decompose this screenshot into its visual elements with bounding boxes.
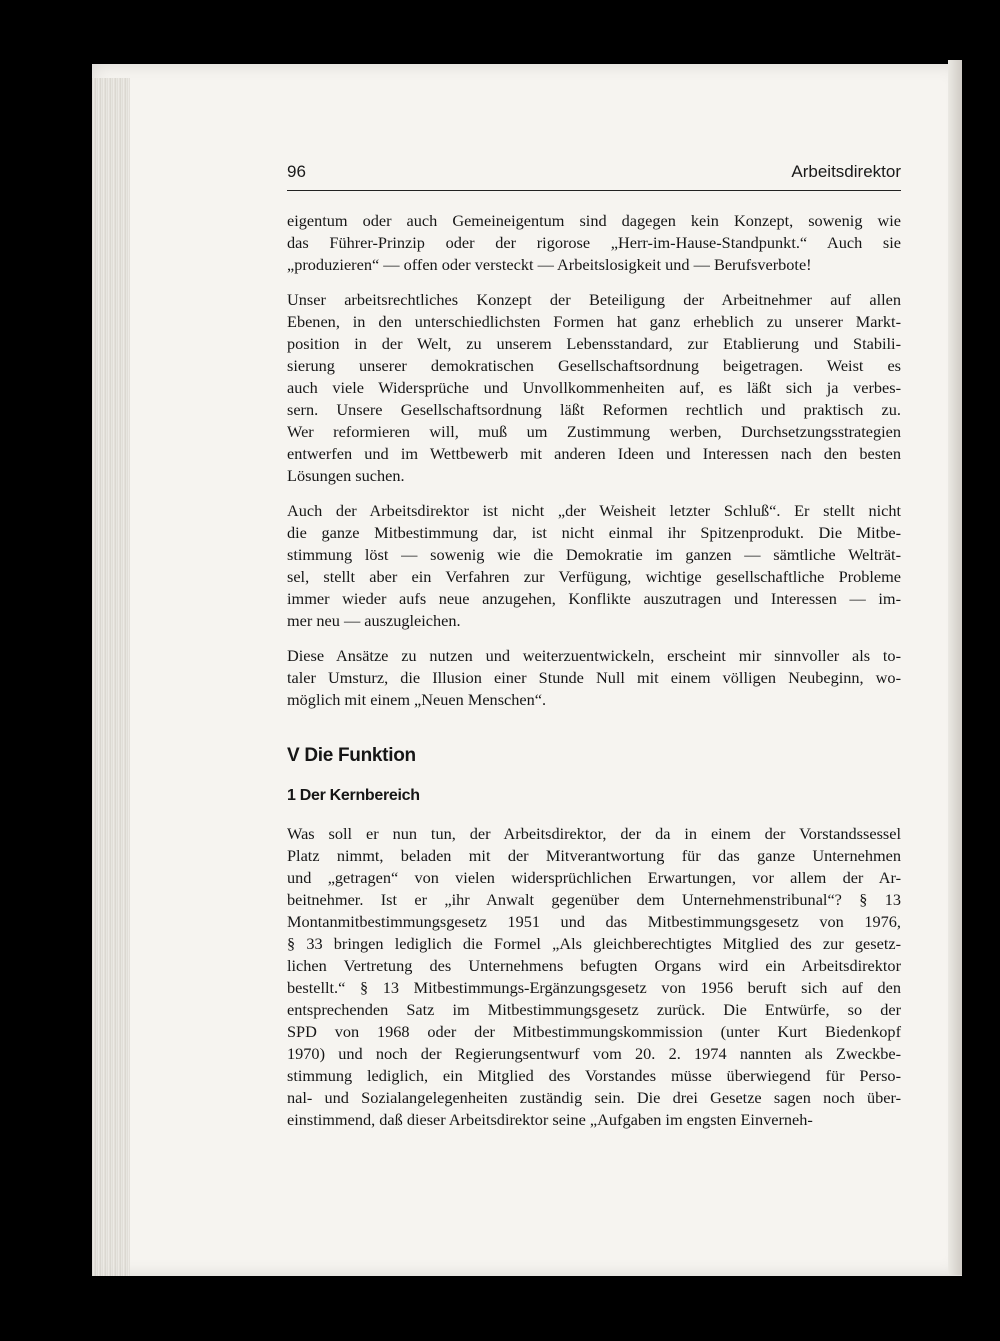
text-line: 1970) und noch der Regierungsentwurf vom 20. 2. 1974 nannten als Zweckbe-	[287, 1044, 901, 1063]
text-line: Montanmitbestimmungsgesetz 1951 und das Mitbestimmungsgesetz von 1976,	[287, 912, 901, 931]
text-line: lichen Vertretung des Unternehmens befugten Organs wird ein Arbeitsdirektor	[287, 956, 901, 975]
text-line: mer neu — auszugleichen.	[287, 611, 461, 630]
text-line: entsprechenden Satz im Mitbestimmungsgesetz zurück. Die Entwürfe, so der	[287, 1000, 901, 1019]
text-line: position in der Welt, zu unserem Lebensstandard, zur Etablierung und Stabili-	[287, 334, 901, 353]
paragraph	[287, 500, 901, 632]
text-line: immer wieder aufs neue anzugehen, Konflikte auszutragen und Interessen — im-	[287, 589, 901, 608]
text-line: sierung unserer demokratischen Gesellschaftsordnung beigetragen. Weist es	[287, 356, 901, 375]
text-line: nal- und Sozialangelegenheiten zuständig sein. Die drei Gesetze sagen noch über-	[287, 1088, 901, 1107]
text-line: Ebenen, in den unterschiedlichsten Formen hat ganz erheblich zu unserer Markt-	[287, 312, 901, 331]
text-line: das Führer-Prinzip oder der rigorose „Herr-im-Hause-Standpunkt.“ Auch sie	[287, 233, 901, 252]
page-stack-edge	[92, 78, 130, 1276]
text-line: § 33 bringen lediglich die Formel „Als gleichberechtigtes Mitglied des zur gesetz-	[287, 934, 901, 953]
text-line: auch viele Widersprüche und Unvollkommenheiten auf, es läßt sich ja verbes-	[287, 378, 901, 397]
paragraph	[287, 210, 901, 276]
text-line: beitnehmer. Ist er „ihr Anwalt gegenüber dem Unternehmenstribunal“? § 13	[287, 890, 901, 909]
final-paragraph	[287, 823, 901, 1131]
text-line: stimmung löst — sowenig wie die Demokratie im ganzen — sämtliche Welträt-	[287, 545, 901, 564]
text-line: „produzieren“ — offen oder versteckt — Arbeitslosigkeit und — Berufsverbote!	[287, 255, 812, 274]
text-line: SPD von 1968 oder der Mitbestimmungskommission (unter Kurt Biedenkopf	[287, 1022, 901, 1041]
text-line: und „getragen“ von vielen widersprüchlichen Erwartungen, vor allem der Ar-	[287, 868, 901, 887]
text-line: Diese Ansätze zu nutzen und weiterzuentwickeln, erscheint mir sinnvoller als to-	[287, 646, 901, 665]
text-line: einstimmend, daß dieser Arbeitsdirektor seine „Aufgaben im engsten Einverneh-	[287, 1110, 813, 1129]
text-line: stimmung lediglich, ein Mitglied des Vorstandes müsse überwiegend für Perso-	[287, 1066, 901, 1085]
text-line: Unser arbeitsrechtliches Konzept der Beteiligung der Arbeitnehmer auf allen	[287, 290, 901, 309]
subsection-heading: 1 Der Kernbereich	[287, 787, 420, 804]
text-line: Lösungen suchen.	[287, 466, 405, 485]
text-line: Auch der Arbeitsdirektor ist nicht „der Weisheit letzter Schluß“. Er stellt nicht	[287, 501, 901, 520]
running-title: Arbeitsdirektor	[791, 162, 901, 181]
running-header	[287, 160, 901, 191]
text-line: Wer reformieren will, muß um Zustimmung werben, Durchsetzungsstrategien	[287, 422, 901, 441]
page-number: 96	[287, 162, 306, 181]
text-line: entwerfen und im Wettbewerb mit anderen Ideen und Interessen nach den besten	[287, 444, 901, 463]
text-line: sern. Unsere Gesellschaftsordnung läßt Reformen rechtlich und praktisch zu.	[287, 400, 901, 419]
section-heading: V Die Funktion	[287, 745, 416, 766]
paragraph	[287, 289, 901, 487]
book-spine-edge	[948, 60, 962, 1275]
body-text	[287, 210, 901, 1144]
text-line: möglich mit einem „Neuen Menschen“.	[287, 690, 547, 709]
text-line: taler Umsturz, die Illusion einer Stunde Null mit einem völligen Neubeginn, wo-	[287, 668, 901, 687]
text-line: eigentum oder auch Gemeineigentum sind dagegen kein Konzept, sowenig wie	[287, 211, 901, 230]
text-line: Was soll er nun tun, der Arbeitsdirektor, der da in einem der Vorstandssessel	[287, 824, 901, 843]
paragraph	[287, 645, 901, 711]
text-line: die ganze Mitbestimmung dar, ist nicht einmal ihr Spitzenprodukt. Die Mitbe-	[287, 523, 901, 542]
text-line: Platz nimmt, beladen mit der Mitverantwortung für das ganze Unternehmen	[287, 846, 901, 865]
text-line: bestellt.“ § 13 Mitbestimmungs-Ergänzungsgesetz von 1956 beruft sich auf den	[287, 978, 901, 997]
text-line: sel, stellt aber ein Verfahren zur Verfügung, wichtige gesellschaftliche Probleme	[287, 567, 901, 586]
